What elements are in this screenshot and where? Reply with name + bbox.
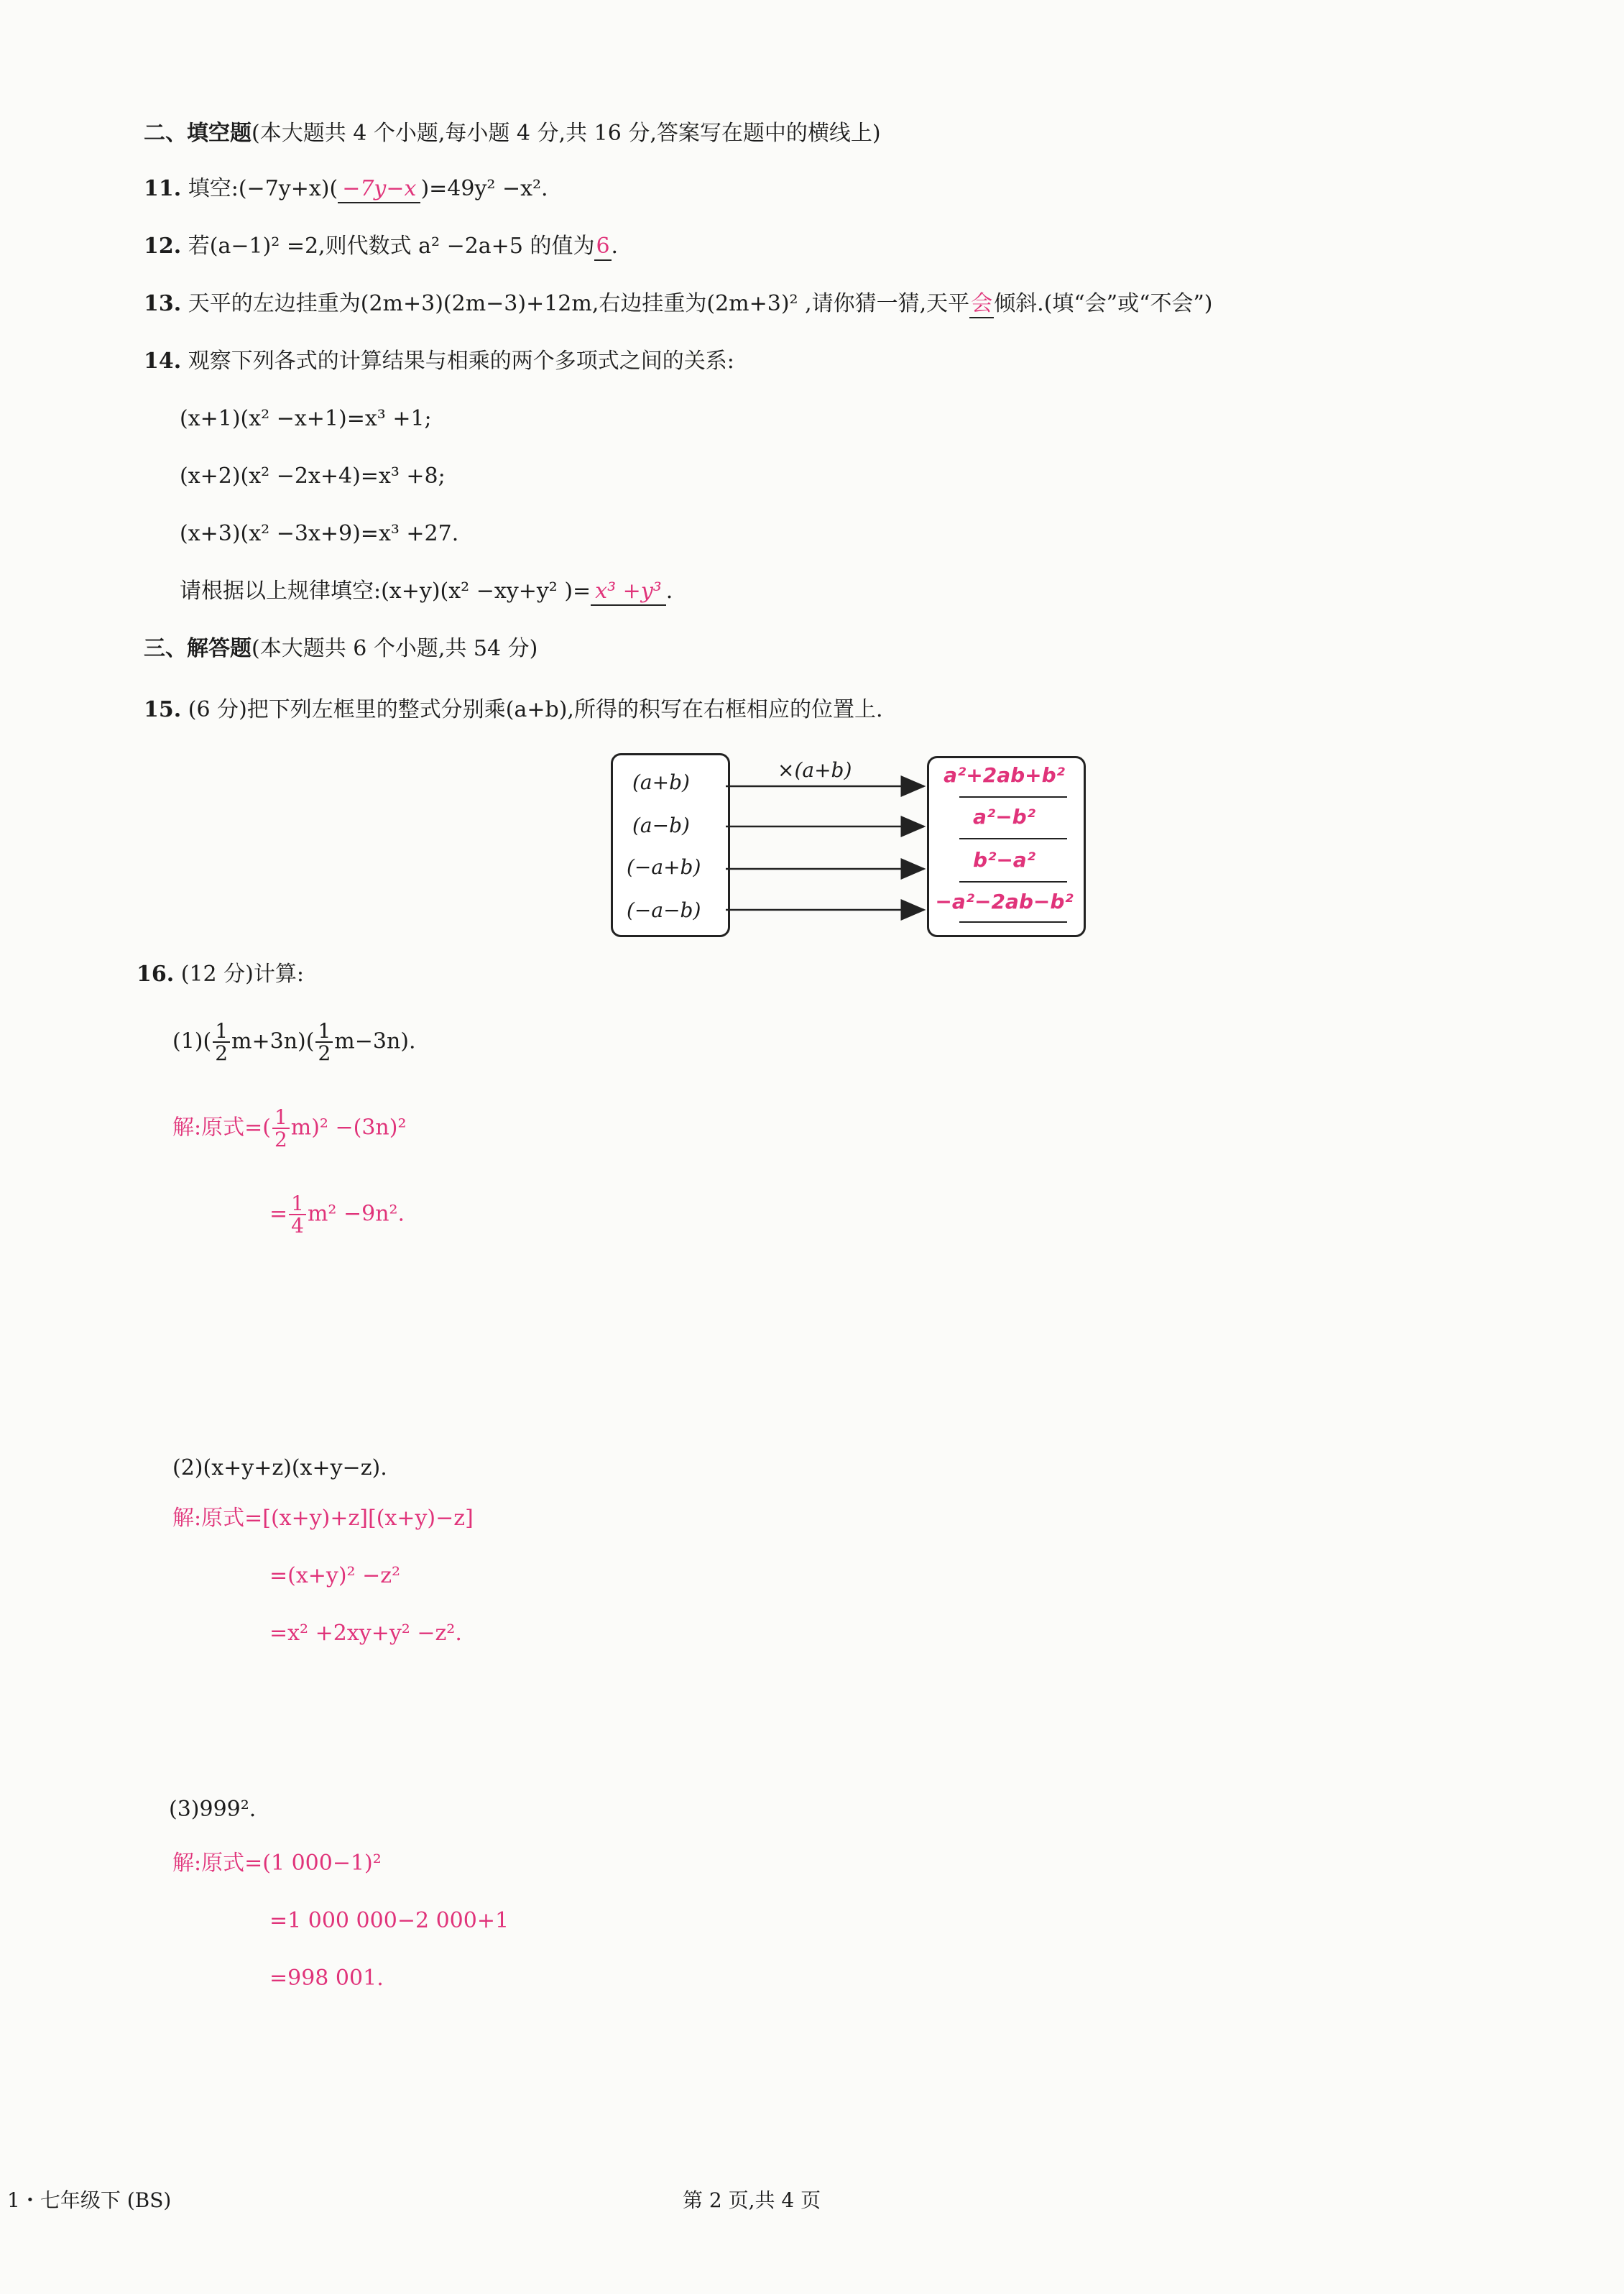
q11-answer: −7y−x [338,176,420,203]
fraction-numerator: 1 [315,1021,333,1043]
q16-p1-label: (1) [172,1028,203,1054]
arrow-label: ×(a+b) [778,758,852,782]
q16-p1-step2 [269,1193,405,1237]
section3-heading-line [144,636,538,662]
left-item: (a+b) [632,770,690,794]
q16-p2-step: 解:原式=[(x+y)+z][(x+y)−z] [172,1506,474,1531]
q14-prompt [180,579,673,606]
q16-p3-step: 解:原式=(1 000−1)² [172,1851,382,1876]
right-item: a²−b² [973,805,1035,829]
fraction-half [272,1107,290,1151]
question-16 [137,962,304,987]
fraction-numerator: 1 [213,1021,230,1043]
section2-heading-line [144,121,881,147]
q14-answer: x³ +y³ [591,579,666,606]
question-11 [144,176,548,203]
footer-page-number: 第 2 页,共 4 页 [683,2188,821,2212]
left-item: (−a−b) [627,898,701,922]
fraction-denominator: 4 [291,1214,304,1238]
question-14 [144,349,734,374]
arrows-svg [719,769,934,927]
answer-line [959,881,1067,883]
right-item: −a²−2ab−b² [935,890,1074,913]
q16-p1-sol-prefix: 解:原式=( [172,1115,271,1141]
q13-answer: 会 [969,291,994,318]
q16-p2-step: =x² +2xy+y² −z². [269,1621,462,1646]
section2-note: (本大题共 4 个小题,每小题 4 分,共 16 分,答案写在题中的横线上) [252,121,881,146]
q11-suffix: )=49y² −x². [420,176,548,201]
q16-text: (12 分)计算: [180,962,304,987]
q15-text: (6 分)把下列左框里的整式分别乘(a+b),所得的积写在右框相应的位置上. [188,697,883,722]
fraction-half [213,1021,230,1064]
q16-p1-step2-rest: m² −9n². [307,1201,405,1227]
q14-end: . [665,579,673,604]
question-12 [144,234,618,261]
q16-number: 16. [137,962,175,987]
q13-text: 天平的左边挂重为(2m+3)(2m−3)+12m,右边挂重为(2m+3)² ,请你猜一猜,天平 [188,291,970,316]
q16-p3-step: =998 001. [269,1966,384,1991]
answer-line [959,921,1067,923]
left-item: (−a+b) [627,855,701,879]
q16-p1-expr-a: m+3n)( [231,1028,315,1054]
fraction-numerator: 1 [272,1107,290,1129]
question-13 [144,291,1212,318]
q16-p2-label: (2)(x+y+z)(x+y−z). [172,1455,387,1480]
answer-line [959,796,1067,798]
q16-p1-solution [172,1107,406,1151]
q14-line-1: (x+1)(x² −x+1)=x³ +1; [180,406,432,431]
right-item: b²−a² [973,848,1035,872]
q14-text: 观察下列各式的计算结果与相乘的两个多项式之间的关系: [188,349,734,374]
fraction-denominator: 2 [318,1041,331,1066]
right-item: a²+2ab+b² [944,763,1065,787]
fraction-denominator: 2 [274,1128,287,1152]
footer-grade: 1・七年级下 (BS) [7,2188,172,2212]
q16-p1-sol-mid: m)² −(3n)² [290,1115,407,1141]
fraction-numerator: 1 [289,1193,306,1215]
q16-p2-step: =(x+y)² −z² [269,1563,401,1588]
q13-tail: 倾斜.(填“会”或“不会”) [994,291,1213,316]
q14-line-3: (x+3)(x² −3x+9)=x³ +27. [180,521,459,546]
left-item: (a−b) [632,814,690,837]
fraction-denominator: 2 [215,1041,229,1066]
q16-p1-expr-b: m−3n). [334,1028,416,1054]
answer-line [959,838,1067,839]
q12-number: 12. [144,234,182,259]
q11-number: 11. [144,176,182,201]
q12-end: . [611,234,619,259]
section2-heading: 二、填空题 [144,121,252,146]
q12-answer: 6 [594,234,611,261]
q16-p1-step2-prefix: = [269,1201,288,1227]
fraction-quarter [289,1193,306,1237]
q14-number: 14. [144,349,182,374]
q13-number: 13. [144,291,182,316]
fraction-half [315,1021,333,1064]
q15-number: 15. [144,697,182,722]
q11-prefix: 填空:(−7y+x)( [188,176,338,201]
q14-prompt-text: 请根据以上规律填空:(x+y)(x² −xy+y² )= [180,579,591,604]
q16-p3-label: (3)999². [169,1797,257,1822]
q16-part1: (1)( $\frac{1}{2}$ m+3n)( $\frac{1}{2}$ m−3n). [172,1019,416,1066]
section3-note: (本大题共 6 个小题,共 54 分) [252,636,538,661]
q12-text: 若(a−1)² =2,则代数式 a² −2a+5 的值为 [188,234,595,259]
question-15 [144,697,883,723]
section3-heading: 三、解答题 [144,636,252,661]
q14-line-2: (x+2)(x² −2x+4)=x³ +8; [180,464,446,489]
q16-p3-step: =1 000 000−2 000+1 [269,1908,509,1933]
